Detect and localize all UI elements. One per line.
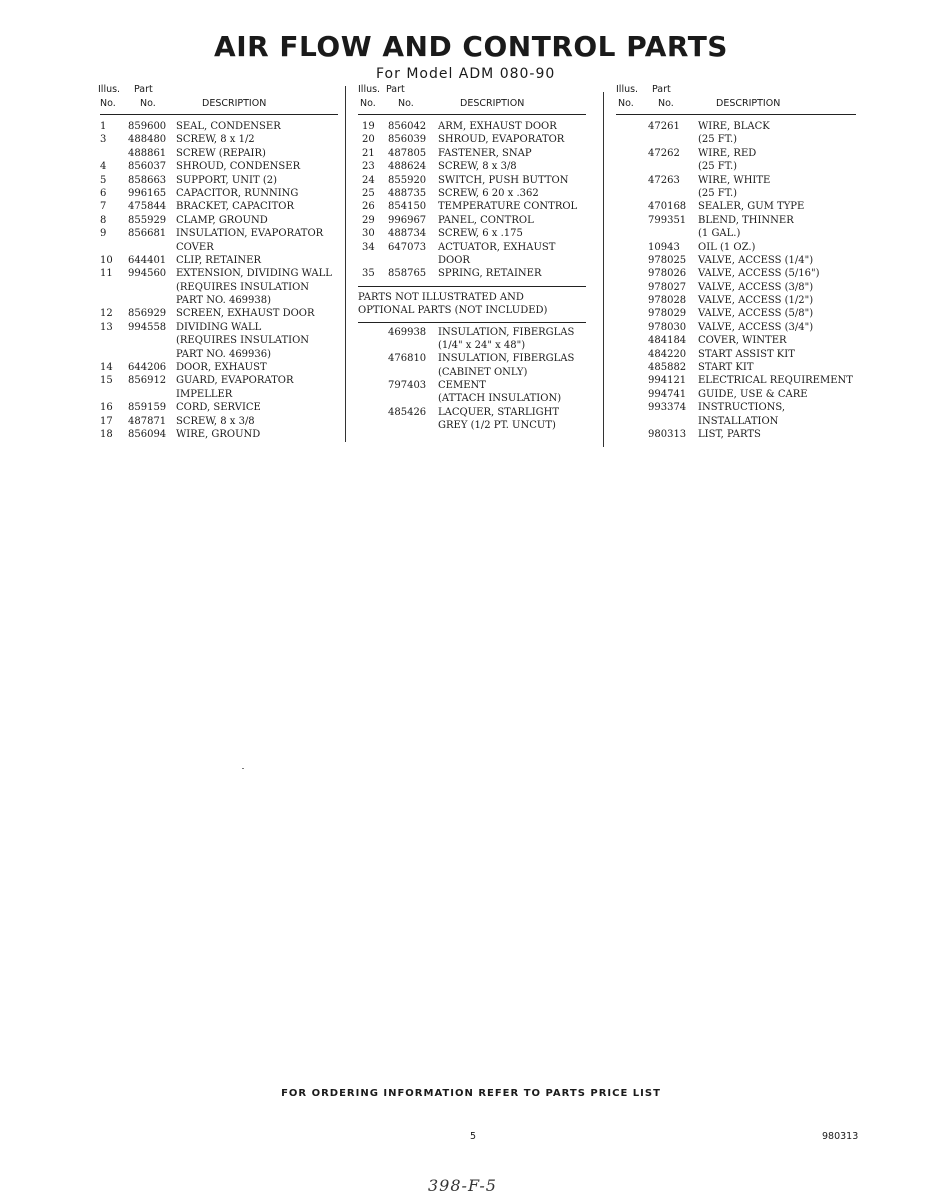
part-description: SCREEN, EXHAUST DOOR xyxy=(176,308,315,320)
description-header: DESCRIPTION xyxy=(202,98,267,109)
table-row xyxy=(100,416,338,429)
part-description: TEMPERATURE CONTROL xyxy=(438,201,578,213)
part-description: SCREW, 6 20 x .362 xyxy=(438,187,539,199)
description-header: DESCRIPTION xyxy=(460,98,525,109)
parts-list xyxy=(358,121,586,282)
part-number: 978027 xyxy=(648,281,687,293)
part-number: 10943 xyxy=(648,241,680,253)
table-row xyxy=(616,268,856,281)
part-number: 858765 xyxy=(388,268,427,280)
illus-no-header: No. xyxy=(618,98,634,109)
illus-number: 9 xyxy=(100,228,107,240)
table-row xyxy=(100,242,338,255)
illus-number: 15 xyxy=(100,375,113,387)
table-row xyxy=(358,175,586,188)
header-rule xyxy=(358,114,586,115)
part-description: SPRING, RETAINER xyxy=(438,268,542,280)
table-row xyxy=(358,228,586,241)
table-row xyxy=(616,402,856,415)
table-row xyxy=(358,340,586,353)
illus-number: 3 xyxy=(100,134,107,146)
column-header-top xyxy=(616,84,856,98)
table-row xyxy=(616,282,856,295)
part-number: 47261 xyxy=(648,121,680,132)
table-row xyxy=(100,188,338,201)
section-rule xyxy=(358,286,586,287)
part-number: 856042 xyxy=(388,121,427,132)
table-row xyxy=(616,228,856,241)
part-description: SEAL, CONDENSER xyxy=(176,121,281,132)
part-description: SCREW, 8 x 3/8 xyxy=(176,415,255,427)
table-row xyxy=(100,282,338,295)
part-number: 856037 xyxy=(128,161,167,173)
part-number: 647073 xyxy=(388,241,427,253)
part-description: FASTENER, SNAP xyxy=(438,147,532,159)
illus-number: 14 xyxy=(100,362,113,374)
table-row xyxy=(616,242,856,255)
table-row xyxy=(616,416,856,429)
part-number: 485426 xyxy=(388,406,427,418)
part-number: 859159 xyxy=(128,402,167,414)
table-row xyxy=(358,201,586,214)
illus-number: 35 xyxy=(362,268,375,280)
part-description: (REQUIRES INSULATION xyxy=(176,281,310,293)
illus-number: 7 xyxy=(100,201,107,213)
part-number: 475844 xyxy=(128,201,167,213)
part-number: 856929 xyxy=(128,308,167,320)
part-description: CLIP, RETAINER xyxy=(176,254,262,266)
part-description: (ATTACH INSULATION) xyxy=(438,393,562,405)
table-row xyxy=(358,268,586,281)
part-description: IMPELLER xyxy=(176,388,233,400)
parts-column-2 xyxy=(358,84,586,434)
part-description: VALVE, ACCESS (5/8") xyxy=(698,308,814,320)
part-number: 978030 xyxy=(648,321,687,333)
table-row xyxy=(616,255,856,268)
table-row xyxy=(100,215,338,228)
part-number: 978026 xyxy=(648,268,687,280)
part-description: WIRE, WHITE xyxy=(698,174,771,186)
part-description: INSULATION, FIBERGLAS xyxy=(438,326,575,338)
column-header-top xyxy=(358,84,586,98)
page-number: 5 xyxy=(470,1131,477,1142)
table-row xyxy=(358,215,586,228)
table-row xyxy=(616,175,856,188)
table-row xyxy=(616,295,856,308)
part-number: 470168 xyxy=(648,201,687,213)
table-row xyxy=(100,362,338,375)
part-description: WIRE, RED xyxy=(698,147,757,159)
part-number: 994558 xyxy=(128,321,167,333)
part-number: 993374 xyxy=(648,402,687,414)
part-number: 644401 xyxy=(128,254,167,266)
illus-label: Illus. xyxy=(616,84,639,95)
table-row xyxy=(100,121,338,134)
table-row xyxy=(100,295,338,308)
part-no-header: No. xyxy=(658,98,674,109)
part-description: INSULATION, FIBERGLAS xyxy=(438,353,575,365)
illus-number: 13 xyxy=(100,321,113,333)
illus-number: 12 xyxy=(100,308,113,320)
description-header: DESCRIPTION xyxy=(716,98,781,109)
part-number: 980313 xyxy=(648,428,687,440)
part-label: Part xyxy=(652,84,671,95)
part-description: INSTRUCTIONS, xyxy=(698,402,786,414)
optional-parts-list xyxy=(358,327,586,434)
part-number: 996165 xyxy=(128,187,167,199)
part-number: 994121 xyxy=(648,375,687,387)
document-number: 980313 xyxy=(822,1131,859,1142)
part-number: 994741 xyxy=(648,388,687,400)
part-description: LACQUER, STARLIGHT xyxy=(438,406,560,418)
table-row xyxy=(100,268,338,281)
table-row xyxy=(100,201,338,214)
part-description: DIVIDING WALL xyxy=(176,321,262,333)
part-description: BRACKET, CAPACITOR xyxy=(176,201,294,213)
part-number: 469938 xyxy=(388,326,427,338)
illus-number: 4 xyxy=(100,161,107,173)
illus-label: Illus. xyxy=(98,84,121,95)
table-row xyxy=(100,429,338,442)
illus-number: 20 xyxy=(362,134,375,146)
column-header xyxy=(358,98,586,112)
part-description: (REQUIRES INSULATION xyxy=(176,335,310,347)
table-row xyxy=(616,148,856,161)
part-label: Part xyxy=(134,84,153,95)
ordering-info-footer: FOR ORDERING INFORMATION REFER TO PARTS PRICE LIST xyxy=(281,1088,661,1099)
part-description: EXTENSION, DIVIDING WALL xyxy=(176,268,332,280)
part-number: 994560 xyxy=(128,268,167,280)
part-number: 484220 xyxy=(648,348,687,360)
table-row xyxy=(358,148,586,161)
part-no-header: No. xyxy=(140,98,156,109)
table-row xyxy=(100,335,338,348)
part-description: SCREW, 8 x 1/2 xyxy=(176,134,255,146)
illus-number: 1 xyxy=(100,121,107,132)
part-description: ELECTRICAL REQUIREMENT xyxy=(698,375,853,387)
illus-no-header: No. xyxy=(100,98,116,109)
table-row xyxy=(100,375,338,388)
table-row xyxy=(358,242,586,255)
part-number: 978029 xyxy=(648,308,687,320)
part-number: 856912 xyxy=(128,375,167,387)
part-number: 858663 xyxy=(128,174,167,186)
column-header xyxy=(616,98,856,112)
part-number: 488735 xyxy=(388,187,427,199)
part-number: 47262 xyxy=(648,147,680,159)
part-description: BLEND, THINNER xyxy=(698,214,794,226)
table-row xyxy=(358,255,586,268)
table-row xyxy=(358,393,586,406)
table-row xyxy=(100,148,338,161)
table-row xyxy=(100,228,338,241)
part-description: VALVE, ACCESS (3/4") xyxy=(698,321,814,333)
illus-number: 6 xyxy=(100,187,107,199)
table-row xyxy=(358,121,586,134)
part-description: OIL (1 OZ.) xyxy=(698,241,756,253)
part-number: 644206 xyxy=(128,362,167,374)
part-number: 978028 xyxy=(648,295,687,307)
part-number: 485882 xyxy=(648,362,687,374)
illus-number: 24 xyxy=(362,174,375,186)
part-description: (1 GAL.) xyxy=(698,228,741,240)
part-number: 854150 xyxy=(388,201,427,213)
table-row xyxy=(616,335,856,348)
part-number: 487805 xyxy=(388,147,427,159)
parts-column-1 xyxy=(100,84,338,442)
handwritten-note: 398-F-5 xyxy=(428,1176,497,1195)
part-description: SHROUD, EVAPORATOR xyxy=(438,134,565,146)
header-rule xyxy=(100,114,338,115)
column-header-top xyxy=(100,84,338,98)
part-number: 996967 xyxy=(388,214,427,226)
part-number: 488480 xyxy=(128,134,167,146)
illus-number: 26 xyxy=(362,201,375,213)
part-no-header: No. xyxy=(398,98,414,109)
parts-column-3 xyxy=(616,84,856,442)
part-description: PART NO. 469936) xyxy=(176,348,272,360)
table-row xyxy=(616,308,856,321)
part-number: 487871 xyxy=(128,415,167,427)
table-row xyxy=(616,134,856,147)
part-number: 799351 xyxy=(648,214,687,226)
table-row xyxy=(100,134,338,147)
column-divider xyxy=(345,86,346,442)
table-row xyxy=(358,407,586,420)
table-row xyxy=(358,420,586,433)
parts-list xyxy=(616,121,856,442)
part-number: 855920 xyxy=(388,174,427,186)
part-description: VALVE, ACCESS (5/16") xyxy=(698,268,820,280)
part-number: 488624 xyxy=(388,161,427,173)
table-row xyxy=(100,175,338,188)
parts-list xyxy=(100,121,338,442)
part-description: ACTUATOR, EXHAUST xyxy=(438,241,556,253)
part-number: 488734 xyxy=(388,228,427,240)
part-number: 856039 xyxy=(388,134,427,146)
part-number: 978025 xyxy=(648,254,687,266)
table-row xyxy=(358,353,586,366)
part-description: CAPACITOR, RUNNING xyxy=(176,187,299,199)
table-row xyxy=(616,188,856,201)
part-number: 856094 xyxy=(128,428,167,440)
column-divider xyxy=(603,92,604,447)
illus-number: 10 xyxy=(100,254,113,266)
part-description: SWITCH, PUSH BUTTON xyxy=(438,174,569,186)
model-subtitle: For Model ADM 080-90 xyxy=(376,66,556,82)
part-description: PART NO. 469938) xyxy=(176,295,272,307)
header-rule xyxy=(616,114,856,115)
table-row xyxy=(100,402,338,415)
part-description: SEALER, GUM TYPE xyxy=(698,201,805,213)
table-row xyxy=(358,380,586,393)
part-description: VALVE, ACCESS (3/8") xyxy=(698,281,814,293)
part-description: PANEL, CONTROL xyxy=(438,214,534,226)
page-title: AIR FLOW AND CONTROL PARTS xyxy=(214,30,728,63)
table-row xyxy=(616,215,856,228)
part-number: 797403 xyxy=(388,380,427,392)
part-description: (25 FT.) xyxy=(698,187,738,199)
illus-number: 16 xyxy=(100,402,113,414)
table-row xyxy=(616,375,856,388)
illus-number: 8 xyxy=(100,214,107,226)
part-description: (25 FT.) xyxy=(698,161,738,173)
table-row xyxy=(616,201,856,214)
illus-number: 30 xyxy=(362,228,375,240)
part-number: 488861 xyxy=(128,147,167,159)
part-description: (CABINET ONLY) xyxy=(438,366,528,378)
part-description: CORD, SERVICE xyxy=(176,402,261,414)
part-description: SUPPORT, UNIT (2) xyxy=(176,174,277,186)
table-row xyxy=(358,134,586,147)
part-description: ARM, EXHAUST DOOR xyxy=(438,121,557,132)
table-row xyxy=(616,429,856,442)
section-note-line-1: PARTS NOT ILLUSTRATED AND xyxy=(358,291,524,303)
table-row xyxy=(358,188,586,201)
column-header xyxy=(100,98,338,112)
part-description: LIST, PARTS xyxy=(698,428,761,440)
illus-number: 11 xyxy=(100,268,113,280)
table-row xyxy=(100,161,338,174)
illus-number: 18 xyxy=(100,428,113,440)
table-row xyxy=(358,161,586,174)
table-row xyxy=(358,327,586,340)
illus-number: 5 xyxy=(100,174,107,186)
table-row xyxy=(100,308,338,321)
table-row xyxy=(616,362,856,375)
table-row xyxy=(100,389,338,402)
part-number: 476810 xyxy=(388,353,427,365)
part-number: 859600 xyxy=(128,121,167,132)
part-description: INSTALLATION xyxy=(698,415,779,427)
table-row xyxy=(100,349,338,362)
part-number: 47263 xyxy=(648,174,680,186)
part-number: 484184 xyxy=(648,335,687,347)
table-row xyxy=(616,161,856,174)
illus-no-header: No. xyxy=(360,98,376,109)
part-description: DOOR, EXHAUST xyxy=(176,362,267,374)
part-description: SCREW (REPAIR) xyxy=(176,147,266,159)
scan-speck xyxy=(242,768,244,769)
table-row xyxy=(100,322,338,335)
part-description: SHROUD, CONDENSER xyxy=(176,161,301,173)
part-description: VALVE, ACCESS (1/4") xyxy=(698,254,814,266)
section-rule xyxy=(358,322,586,323)
part-description: COVER xyxy=(176,241,214,253)
part-number: 856681 xyxy=(128,228,167,240)
illus-number: 19 xyxy=(362,121,375,132)
part-description: INSULATION, EVAPORATOR xyxy=(176,228,324,240)
illus-number: 23 xyxy=(362,161,375,173)
part-description: DOOR xyxy=(438,254,470,266)
part-description: GREY (1/2 PT. UNCUT) xyxy=(438,420,556,432)
part-description: GUIDE, USE & CARE xyxy=(698,388,808,400)
table-row xyxy=(616,121,856,134)
illus-number: 34 xyxy=(362,241,375,253)
illus-number: 29 xyxy=(362,214,375,226)
section-note-line-2: OPTIONAL PARTS (NOT INCLUDED) xyxy=(358,305,548,317)
table-row xyxy=(616,389,856,402)
table-row xyxy=(358,367,586,380)
table-row xyxy=(616,322,856,335)
part-description: GUARD, EVAPORATOR xyxy=(176,375,294,387)
illus-number: 21 xyxy=(362,147,375,159)
part-number: 855929 xyxy=(128,214,167,226)
part-description: WIRE, GROUND xyxy=(176,428,261,440)
illus-number: 25 xyxy=(362,187,375,199)
part-label: Part xyxy=(386,84,405,95)
part-description: WIRE, BLACK xyxy=(698,121,770,132)
part-description: CEMENT xyxy=(438,380,486,392)
part-description: COVER, WINTER xyxy=(698,335,787,347)
part-description: SCREW, 6 x .175 xyxy=(438,228,523,240)
part-description: (25 FT.) xyxy=(698,134,738,146)
table-row xyxy=(100,255,338,268)
part-description: SCREW, 8 x 3/8 xyxy=(438,161,517,173)
part-description: START ASSIST KIT xyxy=(698,348,795,360)
part-description: START KIT xyxy=(698,362,754,374)
table-row xyxy=(616,349,856,362)
part-description: CLAMP, GROUND xyxy=(176,214,268,226)
illus-label: Illus. xyxy=(358,84,381,95)
illus-number: 17 xyxy=(100,415,113,427)
part-description: VALVE, ACCESS (1/2") xyxy=(698,295,814,307)
part-description: (1/4" x 24" x 48") xyxy=(438,339,526,351)
